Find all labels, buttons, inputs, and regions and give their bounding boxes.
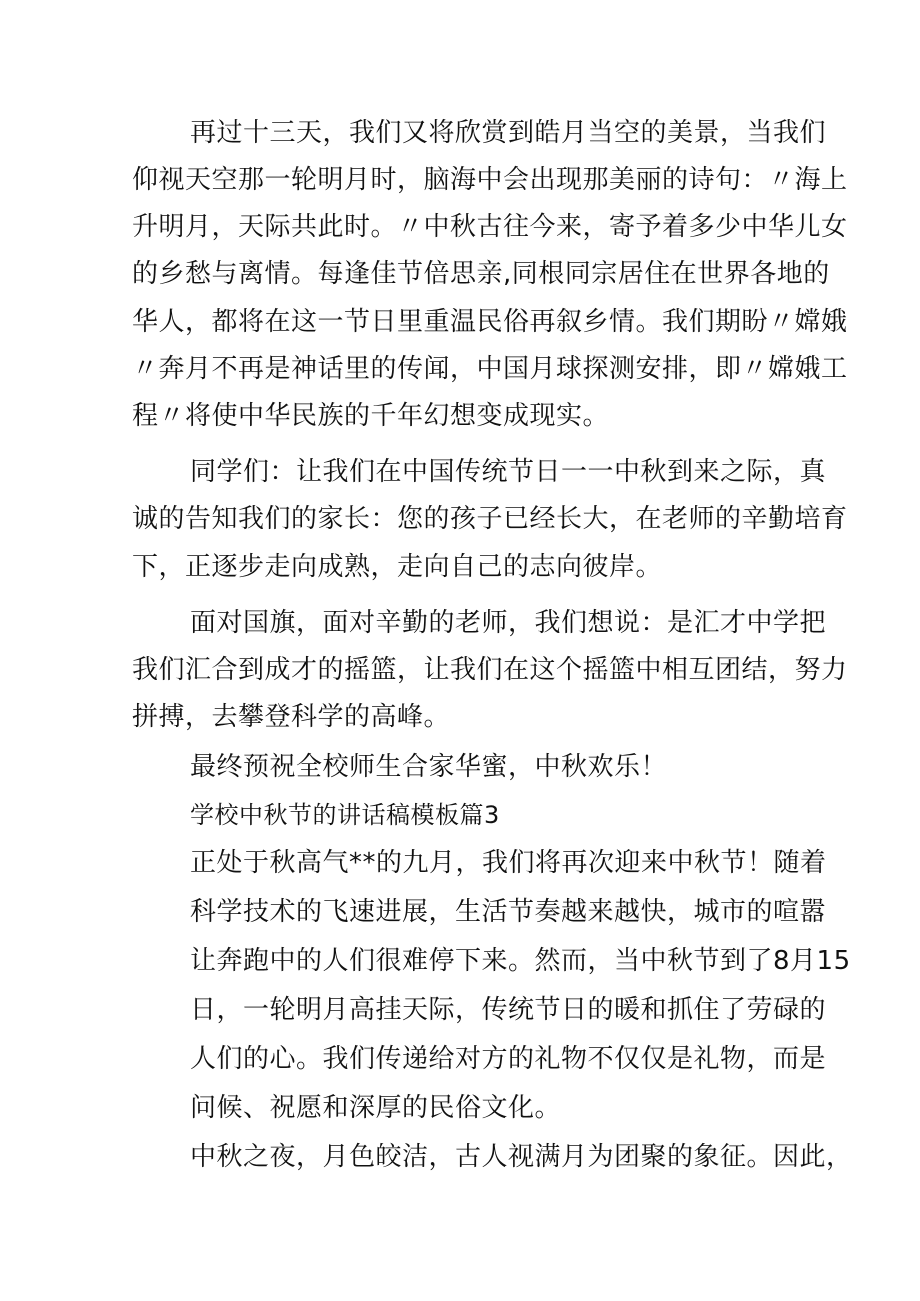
section-heading: 学校中秋节的讲话稿模板篇3 [190, 801, 500, 829]
paragraph-5-line-3: 让奔跑中的人们很难停下来。然而，当中秋节到了8月15 [190, 946, 851, 976]
paragraph-3-line-1: 面对国旗，面对辛勤的老师，我们想说：是汇才中学把 [190, 608, 827, 638]
paragraph-2-line-3: 下，正逐步走向成熟，走向自己的志向彼岸。 [132, 552, 663, 582]
paragraph-2-line-1: 同学们：让我们在中国传统节日一一中秋到来之际，真 [190, 457, 827, 487]
paragraph-2-line-2: 诚的告知我们的家长：您的孩子已经长大，在老师的辛勤培育 [132, 504, 848, 534]
paragraph-4-line-1: 最终预祝全校师生合家华蜜，中秋欢乐！ [190, 752, 668, 782]
paragraph-5-line-1: 正处于秋高气**的九月，我们将再次迎来中秋节！随着 [190, 848, 827, 878]
paragraph-3-line-2: 我们汇合到成才的摇篮，让我们在这个摇篮中相互团结，努力 [132, 655, 848, 685]
paragraph-1-line-1: 再过十三天，我们又将欣赏到皓月当空的美景，当我们 [190, 118, 827, 148]
paragraph-3-line-3: 拼搏，去攀登科学的高峰。 [132, 702, 451, 732]
paragraph-1-line-3: 升明月，天际共此时。〃中秋古往今来，寄予着多少中华儿女 [132, 212, 848, 242]
paragraph-5-line-6: 问候、祝愿和深厚的民俗文化。 [190, 1093, 562, 1123]
paragraph-1-line-2: 仰视天空那一轮明月时，脑海中会出现那美丽的诗句：〃海上 [132, 165, 848, 195]
paragraph-5-line-4: 日，一轮明月高挂天际，传统节日的暖和抓住了劳碌的 [190, 995, 827, 1025]
paragraph-1-line-4: 的乡愁与离情。每逢佳节倍思亲,同根同宗居住在世界各地的 [132, 259, 830, 289]
paragraph-1-line-5: 华人，都将在这一节日里重温民俗再叙乡情。我们期盼〃嫦娥 [132, 307, 848, 337]
paragraph-5-line-5: 人们的心。我们传递给对方的礼物不仅仅是礼物，而是 [190, 1044, 827, 1074]
paragraph-6-line-1: 中秋之夜，月色皎洁，古人视满月为团聚的象征。因此， [190, 1142, 853, 1172]
paragraph-1-line-6: 〃奔月不再是神话里的传闻，中国月球探测安排，即〃嫦娥工 [132, 354, 848, 384]
paragraph-1-line-7: 程〃将使中华民族的千年幻想变成现实。 [132, 401, 610, 431]
paragraph-5-line-2: 科学技术的飞速进展，生活节奏越来越快，城市的喧嚣 [190, 897, 827, 927]
